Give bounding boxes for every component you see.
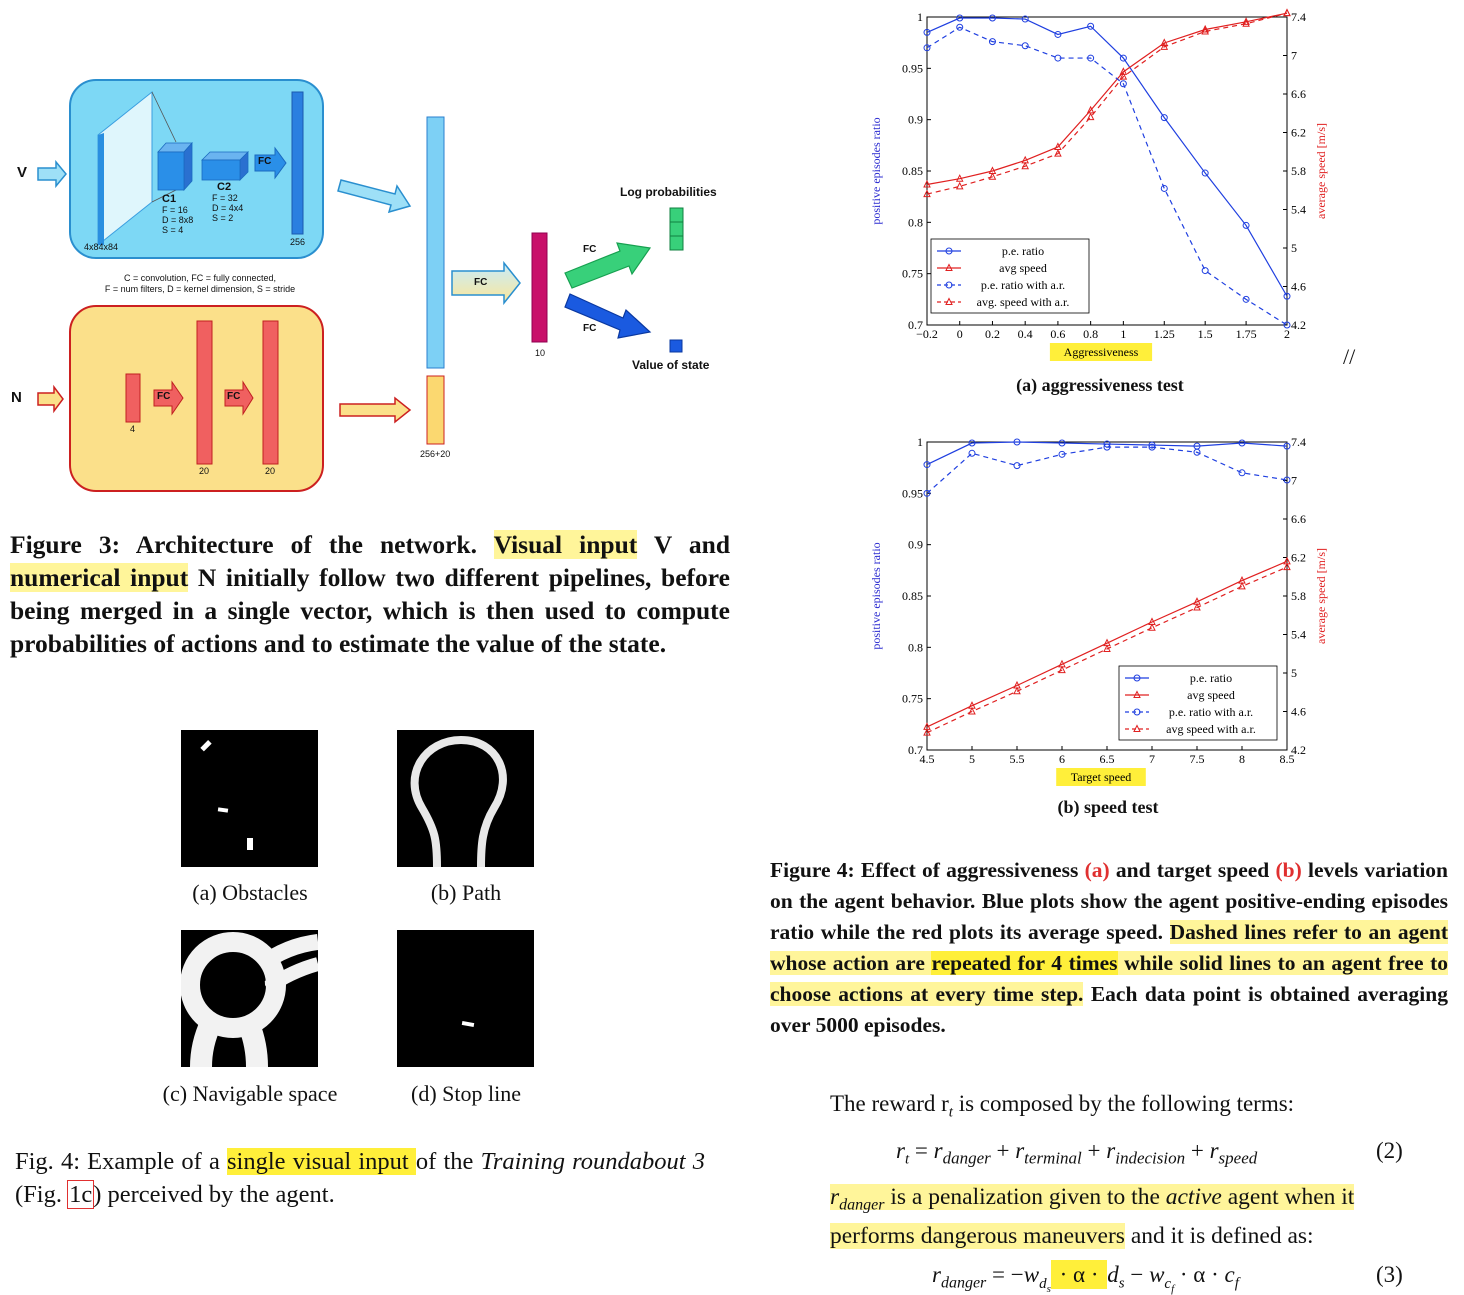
merge-arrow-visual	[338, 180, 410, 212]
y2-axis-label: average speed [m/s]	[1314, 123, 1328, 219]
value-state-label: Value of state	[632, 358, 710, 372]
y-tick-label: 0.9	[908, 537, 923, 552]
data-point	[1239, 583, 1245, 589]
fig3-caption-prefix: Figure 3: Architecture of the network.	[10, 530, 494, 559]
fig4r-p2: and target speed	[1109, 858, 1276, 882]
eq2-indecision: indecision	[1115, 1148, 1186, 1168]
sub-stop-line: (d) Stop line	[411, 1081, 521, 1106]
fc-label-value: FC	[583, 323, 597, 334]
fig-1c-link[interactable]: 1c	[69, 1181, 93, 1208]
legend-label: p.e. ratio	[1189, 671, 1233, 685]
x-tick-label: 1	[1120, 327, 1127, 341]
c1-name: C1	[162, 193, 177, 205]
y2-tick-label: 6.6	[1291, 87, 1306, 101]
x-tick-label: 0.4	[1017, 327, 1033, 341]
c1-d: D = 8x8	[162, 215, 194, 225]
visual-256-bar	[292, 92, 303, 234]
x-tick-label: 0	[956, 327, 963, 341]
x-tick-label: 6	[1059, 752, 1065, 766]
eq2-t: t	[904, 1151, 910, 1168]
stop-line-image	[397, 930, 534, 1067]
y-tick-label: 1	[917, 10, 923, 24]
y-axis-label: positive episodes ratio	[869, 542, 883, 650]
dim-4-label: 4	[130, 424, 136, 434]
y2-tick-label: 5.4	[1291, 627, 1306, 642]
y2-tick-label: 5.8	[1291, 589, 1306, 603]
legend-label: p.e. ratio with a.r.	[1168, 705, 1254, 719]
series-line	[927, 442, 1287, 465]
c2-name: C2	[217, 181, 232, 193]
c1-f: F = 16	[162, 205, 188, 215]
y2-tick-label: 5.8	[1291, 164, 1306, 178]
data-point	[1022, 43, 1028, 49]
obstacles-image	[181, 730, 318, 867]
x-tick-label: −0.2	[916, 327, 938, 341]
fig3-caption-mid: V and	[637, 530, 731, 559]
y2-tick-label: 6.6	[1291, 512, 1306, 526]
fig4r-hl3: while solid lines to an agent free to choose actions at every time step.	[770, 951, 1448, 1006]
merge-arrow-num	[340, 398, 410, 422]
fig4r-ref-a[interactable]: (a)	[1084, 858, 1110, 882]
fig3-caption-hl-visual: Visual input	[493, 530, 638, 559]
fig4-left-caption	[15, 1145, 705, 1211]
figure-4-caption	[770, 855, 1448, 1041]
fig4r-ref-b[interactable]: (b)	[1275, 858, 1302, 882]
data-point	[1149, 624, 1155, 630]
value-arrow	[565, 294, 650, 338]
x-tick-label: 5.5	[1009, 752, 1025, 766]
reward-intro-end: is composed by the following terms:	[952, 1091, 1295, 1116]
para-r: r	[830, 1184, 840, 1210]
c2-d: D = 4x4	[212, 203, 244, 213]
c1-block	[162, 193, 193, 235]
x-tick-label: 0.6	[1050, 327, 1066, 341]
y2-tick-label: 5	[1291, 666, 1297, 680]
y2-tick-label: 5.4	[1291, 202, 1306, 217]
x-tick-label: 0.2	[984, 327, 1000, 341]
y-axis-label: positive episodes ratio	[869, 117, 883, 225]
y2-tick-label: 6.2	[1291, 125, 1306, 140]
eq3-number: (3)	[1376, 1262, 1403, 1287]
fig3-caption-rest: N initially follow two different pipelines, before being merged in a single vector, which is then used to compute probabilities of actions and to estimate the value of the state.	[10, 563, 730, 658]
eq2-speed: speed	[1218, 1148, 1258, 1168]
aggressiveness-chart	[860, 0, 1340, 370]
para-hl: is a penalization given to the	[890, 1184, 1166, 1210]
numerical-4-bar	[126, 374, 140, 422]
x-axis-label: Aggressiveness	[1063, 345, 1139, 359]
y2-tick-label: 7.4	[1291, 435, 1306, 449]
v-label: V	[17, 164, 28, 181]
log-prob-output	[670, 208, 683, 222]
hidden-10-bar	[532, 233, 547, 342]
fig4r-hl2: repeated for 4 times	[931, 951, 1118, 975]
data-point	[957, 183, 963, 189]
y-tick-label: 0.8	[908, 640, 923, 655]
fig3-caption-hl-numerical: numerical input	[10, 563, 189, 592]
n-input-arrow	[38, 387, 63, 411]
legend-line-1: C = convolution, FC = fully connected,	[123, 273, 277, 283]
y-tick-label: 0.7	[908, 743, 923, 757]
y-tick-label: 0.95	[902, 486, 923, 501]
y-tick-label: 0.85	[902, 589, 923, 603]
data-point	[1284, 10, 1290, 16]
dim-256-label: 256	[290, 237, 306, 247]
x-tick-label: 0.8	[1083, 327, 1099, 341]
danger-paragraph	[830, 1182, 1415, 1252]
x-tick-label: 1.25	[1153, 327, 1175, 341]
legend-label: avg speed	[999, 261, 1047, 275]
x-tick-label: 4.5	[919, 752, 935, 766]
reward-intro	[830, 1088, 1450, 1129]
legend-label: avg speed with a.r.	[1166, 722, 1256, 736]
series-line	[927, 13, 1287, 194]
x-tick-label: 1.5	[1197, 327, 1213, 341]
y2-tick-label: 5	[1291, 241, 1297, 255]
y2-tick-label: 4.2	[1291, 318, 1306, 332]
para-ital: active	[1165, 1184, 1222, 1210]
x-axis-label: Target speed	[1070, 770, 1132, 784]
dim-20b-label: 20	[265, 466, 276, 476]
sub-obstacles: (a) Obstacles	[192, 880, 308, 905]
log-prob-label: Log probabilities	[620, 185, 717, 199]
x-tick-label: 5	[969, 752, 975, 766]
dim-10-label: 10	[535, 348, 546, 358]
equation-2: $r_t = r_{danger} + r_{terminal} + r_{indecision} + r_{speed}$	[896, 1138, 1258, 1168]
path-image	[397, 730, 534, 867]
y2-tick-label: 6.2	[1291, 550, 1306, 565]
slashes: //	[1343, 344, 1356, 369]
legend-label: avg speed	[1187, 688, 1235, 702]
legend-line-2: F = num filters, D = kernel dimension, S = stride	[104, 284, 296, 294]
v-input-arrow	[38, 162, 66, 186]
fc-label-num-1: FC	[157, 391, 171, 402]
reward-intro-sub: t	[948, 1104, 953, 1121]
x-tick-label: 8.5	[1279, 752, 1295, 766]
fig4l-after: (Fig.	[15, 1181, 69, 1208]
equation-3: $r_{danger} = -w_{d_s} \cdot \alpha \cdot d_s - w_{c_f} \cdot \alpha \cdot c_f$	[932, 1262, 1239, 1295]
data-point	[1239, 470, 1245, 476]
y-tick-label: 0.85	[902, 164, 923, 178]
fc-label-merge: FC	[474, 277, 488, 288]
value-output	[670, 340, 682, 352]
y2-axis-label: average speed [m/s]	[1314, 548, 1328, 644]
speed-chart	[860, 425, 1340, 795]
y2-tick-label: 7.4	[1291, 10, 1306, 24]
fc-label-policy: FC	[583, 244, 597, 255]
legend-label: p.e. ratio with a.r.	[980, 278, 1066, 292]
data-point	[969, 450, 975, 456]
fig4r-p1: Figure 4: Effect of aggressiveness	[770, 858, 1085, 882]
fig4l-mid: of the	[415, 1148, 481, 1175]
eq2-r2: r	[933, 1138, 943, 1163]
series-line	[927, 447, 1287, 493]
data-point	[1059, 667, 1065, 673]
eq2-r1: r	[896, 1138, 905, 1163]
fig4l-end: ) perceived by the agent.	[93, 1181, 335, 1208]
x-tick-label: 1.75	[1235, 327, 1257, 341]
x-tick-label: 7.5	[1189, 752, 1205, 766]
input-dim-label: 4x84x84	[84, 242, 119, 252]
eq2-r4: r	[1106, 1138, 1116, 1163]
dim-20a-label: 20	[199, 466, 210, 476]
fig4r-p4: Each data point is obtained averaging over 5000 episodes.	[770, 982, 1448, 1037]
y-tick-label: 0.7	[908, 318, 923, 332]
eq2-danger: danger	[942, 1148, 991, 1168]
fig4r-hl1: Dashed lines refer to an agent whose action are	[770, 920, 1448, 975]
series-line	[927, 13, 1287, 184]
y-tick-label: 0.8	[908, 215, 923, 230]
x-tick-label: 6.5	[1099, 752, 1115, 766]
x-tick-label: 7	[1149, 752, 1155, 766]
y2-tick-label: 4.6	[1291, 704, 1306, 719]
legend-label: avg. speed with a.r.	[976, 295, 1070, 309]
fc-label-visual: FC	[258, 156, 272, 167]
y2-tick-label: 7	[1291, 48, 1297, 63]
para-sub: danger	[839, 1196, 885, 1214]
merged-numerical-part	[427, 376, 444, 444]
sub-aggressiveness-test: (a) aggressiveness test	[1016, 375, 1184, 395]
c2-s: S = 2	[212, 213, 234, 223]
fig4l-prefix: Fig. 4: Example of a	[15, 1148, 228, 1175]
merged-dim-label: 256+20	[420, 449, 451, 459]
y2-tick-label: 7	[1291, 473, 1297, 488]
c1-s: S = 4	[162, 225, 184, 235]
para-hl2: agent when it performs dangerous maneuvers	[830, 1184, 1355, 1249]
legend-label: p.e. ratio	[1001, 244, 1045, 258]
para-end: and it is defined as:	[1124, 1222, 1314, 1249]
reward-intro-text: The reward r	[830, 1091, 949, 1116]
data-point	[1202, 268, 1208, 274]
eq2-r3: r	[1015, 1138, 1025, 1163]
y-tick-label: 0.75	[902, 266, 923, 281]
eq2-terminal: terminal	[1024, 1148, 1082, 1168]
y-tick-label: 0.9	[908, 112, 923, 127]
x-tick-label: 8	[1239, 752, 1245, 766]
y-tick-label: 0.95	[902, 61, 923, 76]
fig4l-hl: single visual input	[227, 1148, 416, 1175]
navigable-space-image	[181, 930, 318, 1067]
c2-f: F = 32	[212, 193, 238, 203]
sub-speed-test: (b) speed test	[1057, 797, 1159, 817]
fig4l-ital: Training roundabout 3	[480, 1148, 705, 1175]
y2-tick-label: 4.6	[1291, 279, 1306, 294]
x-tick-label: 2	[1284, 327, 1290, 341]
eq2-r5: r	[1209, 1138, 1219, 1163]
fig4r-p3: levels variation on the agent behavior. Blue plots show the agent positive-ending episodes ratio while the red plots its average speed.	[770, 858, 1448, 944]
sub-navigable-space: (c) Navigable space	[162, 1081, 338, 1106]
policy-arrow	[565, 243, 650, 288]
y-tick-label: 0.75	[902, 691, 923, 706]
y-tick-label: 1	[917, 435, 923, 449]
numerical-20-bar-1	[197, 321, 212, 464]
merged-visual-part	[427, 117, 444, 368]
eq2-number: (2)	[1376, 1138, 1403, 1163]
numerical-20-bar-2	[263, 321, 278, 464]
sub-path: (b) Path	[430, 880, 502, 905]
data-point	[1161, 185, 1167, 191]
c2-block	[212, 181, 243, 223]
n-label: N	[11, 389, 22, 406]
y2-tick-label: 4.2	[1291, 743, 1306, 757]
fc-label-num-2: FC	[227, 391, 241, 402]
figure-3-caption	[10, 528, 730, 660]
